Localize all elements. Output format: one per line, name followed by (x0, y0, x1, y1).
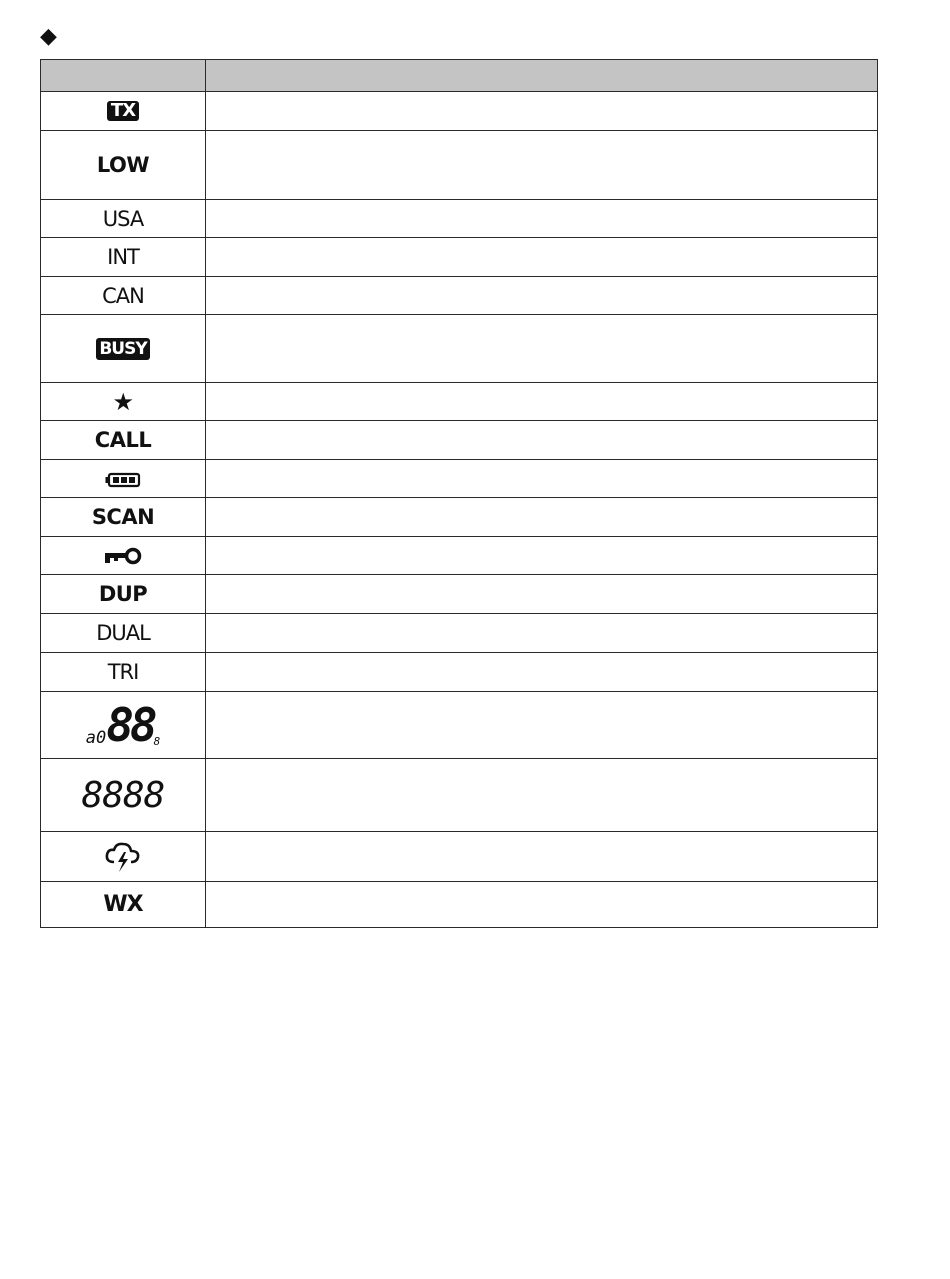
tx-icon: TX (107, 101, 139, 121)
channel-suffix: 8 (153, 735, 161, 748)
wx-icon: WX (103, 892, 143, 917)
description-cell (206, 131, 878, 200)
table-row (41, 575, 878, 614)
icon-cell (41, 498, 206, 537)
star-icon: ★ (112, 387, 134, 416)
table-row (41, 238, 878, 277)
lcd-icon-table (40, 59, 878, 928)
icon-cell (41, 832, 206, 882)
description-cell (206, 92, 878, 131)
frequency-display: 8888 (81, 774, 165, 816)
table-row (41, 315, 878, 383)
channel-digits: 88 (106, 698, 154, 752)
icon-cell (41, 882, 206, 928)
icon-cell (41, 92, 206, 131)
table-row (41, 131, 878, 200)
description-cell (206, 238, 878, 277)
scan-icon: SCAN (91, 505, 155, 529)
icon-cell (41, 315, 206, 383)
description-cell (206, 383, 878, 421)
icon-cell (41, 200, 206, 238)
table-row (41, 882, 878, 928)
bullet-marker: ◆ (40, 24, 57, 49)
call-icon: CALL (94, 428, 152, 452)
icon-cell (41, 277, 206, 315)
header-icon-column (41, 60, 206, 92)
table-row (41, 200, 878, 238)
table-row (41, 383, 878, 421)
table-row (41, 537, 878, 575)
icon-cell (41, 537, 206, 575)
table-row (41, 498, 878, 537)
icon-cell (41, 692, 206, 759)
tri-icon: TRI (107, 660, 139, 684)
low-power-icon: LOW (96, 153, 150, 177)
description-cell (206, 537, 878, 575)
icon-cell (41, 575, 206, 614)
usa-icon: USA (102, 206, 144, 231)
icon-cell (41, 238, 206, 277)
table-row (41, 692, 878, 759)
table-header-row (41, 60, 878, 92)
table-row (41, 614, 878, 653)
description-cell (206, 277, 878, 315)
int-icon: INT (107, 245, 139, 269)
table-row (41, 759, 878, 832)
description-cell (206, 614, 878, 653)
description-cell (206, 882, 878, 928)
description-cell (206, 315, 878, 383)
channel-number-display (85, 698, 161, 752)
icon-cell (41, 131, 206, 200)
table-row (41, 653, 878, 692)
table-row (41, 460, 878, 498)
busy-icon: BUSY (96, 338, 149, 360)
header-description-column (206, 60, 878, 92)
description-cell (206, 421, 878, 460)
description-cell (206, 200, 878, 238)
table-row (41, 92, 878, 131)
dup-icon: DUP (98, 582, 148, 606)
table-row (41, 277, 878, 315)
description-cell (206, 460, 878, 498)
description-cell (206, 832, 878, 882)
description-cell (206, 759, 878, 832)
key-icon (104, 547, 142, 565)
can-icon: CAN (102, 283, 144, 308)
description-cell (206, 498, 878, 537)
channel-prefix: a0 (85, 728, 107, 748)
icon-cell (41, 383, 206, 421)
icon-cell (41, 653, 206, 692)
dual-icon: DUAL (96, 621, 150, 645)
description-cell (206, 653, 878, 692)
table-row (41, 421, 878, 460)
weather-alert-icon (104, 840, 142, 874)
icon-cell (41, 614, 206, 653)
description-cell (206, 575, 878, 614)
icon-cell (41, 759, 206, 832)
icon-cell (41, 421, 206, 460)
table-row (41, 832, 878, 882)
icon-cell (41, 460, 206, 498)
battery-icon (105, 472, 141, 488)
description-cell (206, 692, 878, 759)
